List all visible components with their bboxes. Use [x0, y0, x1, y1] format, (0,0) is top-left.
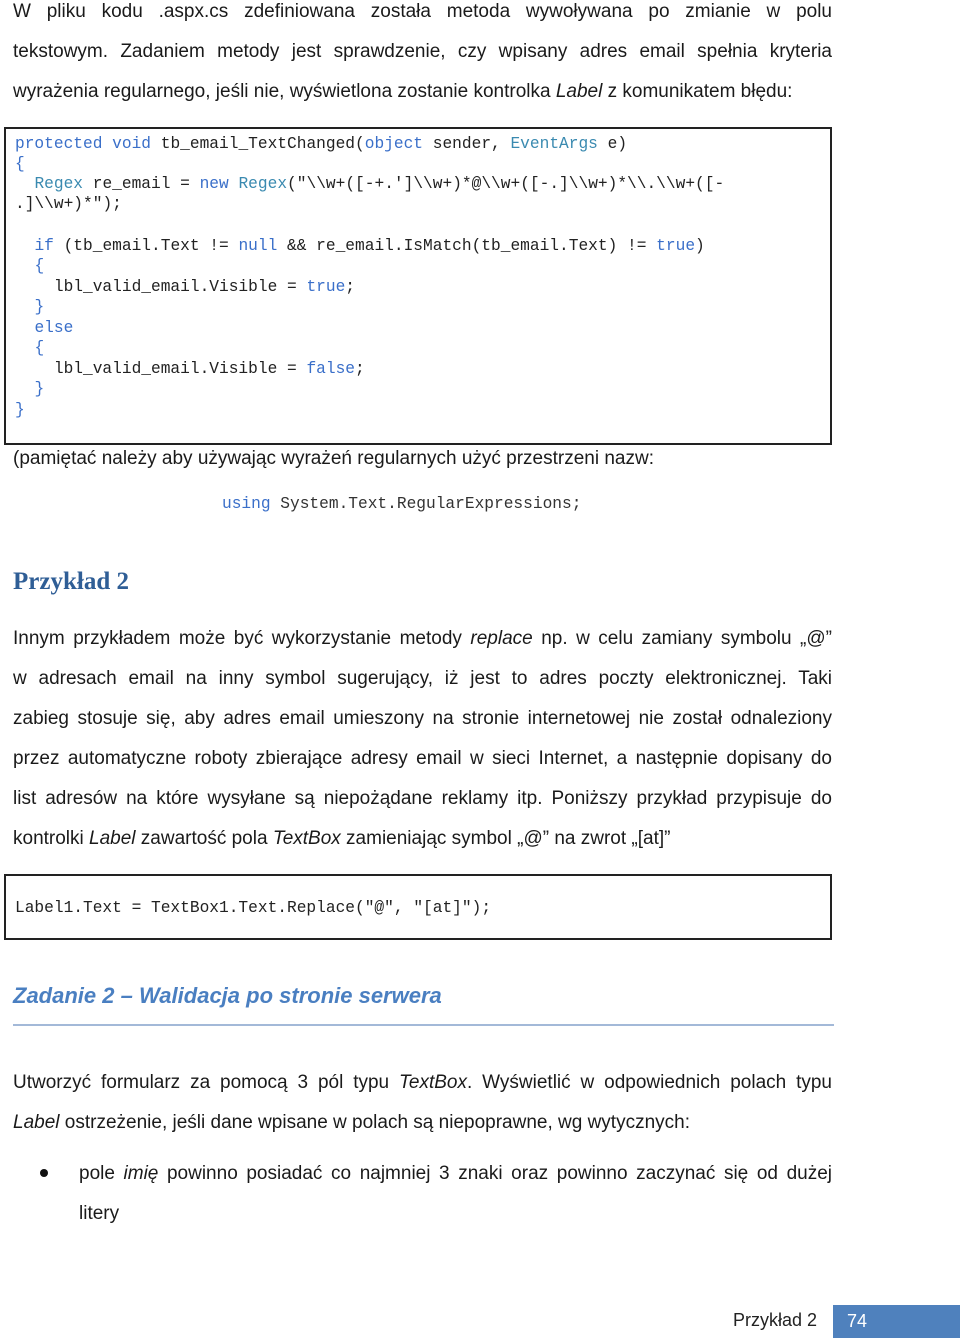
intro-paragraph	[13, 0, 832, 112]
code-line-visible-true: lbl_valid_email.Visible = true;	[53, 278, 356, 296]
code-line-brace-open: {	[15, 155, 25, 173]
code-line-if-close: }	[34, 298, 45, 316]
footer-page-number: 74	[833, 1305, 960, 1338]
code-line-regex-cont: .]\\w+)*");	[15, 195, 122, 213]
bullet-icon	[40, 1169, 48, 1177]
example2-paragraph	[13, 619, 832, 859]
code-line-if: if (tb_email.Text != null && re_email.IsMatch(tb_email.Text) != true)	[34, 237, 705, 255]
intro-line-3: wyrażenia regularnego, jeśli nie, wyświetlona zostanie kontrolka Label z komunikatem błędu:	[13, 81, 793, 102]
code-block-replace	[4, 874, 832, 940]
task2-line-2: Label ostrzeżenie, jeśli dane wpisane w polach są niepoprawne, wg wytycznych:	[13, 1112, 690, 1133]
task2-bullet	[79, 1154, 832, 1234]
namespace-note: (pamiętać należy aby używając wyrażeń regularnych użyć przestrzeni nazw:	[13, 448, 654, 469]
heading-example-2: Przykład 2	[13, 568, 129, 595]
using-statement: using System.Text.RegularExpressions;	[222, 495, 582, 513]
example2-line-6: kontrolki Label zawartość pola TextBox zamieniając symbol „@” na zwrot „[at]”	[13, 828, 671, 849]
code-line-regex-decl: Regex re_email = new Regex("\\w+([-+.']\\w+)*@\\w+([-.]\\w+)*\\.\\w+([-	[34, 175, 725, 193]
task2-line-1: Utworzyć formularz za pomocą 3 pól typu TextBox. Wyświetlić w odpowiednich polach typu	[13, 1072, 832, 1093]
code-line-replace: Label1.Text = TextBox1.Text.Replace("@", "[at]");	[15, 899, 492, 917]
code-line-visible-false: lbl_valid_email.Visible = false;	[53, 360, 365, 378]
code-line-else-close: }	[34, 380, 45, 398]
heading-rule	[13, 1024, 834, 1026]
code-line-brace-close: }	[15, 401, 25, 419]
task2-paragraph	[13, 1063, 832, 1143]
intro-line-2: tekstowym. Zadaniem metody jest sprawdzenie, czy wpisany adres email spełnia kryteria	[13, 41, 832, 62]
example2-line-4: przez automatyczne roboty zbierające adresy email w sieci Internet, a następnie dopisany do	[13, 748, 832, 769]
bullet-line-1: pole imię powinno posiadać co najmniej 3 znaki oraz powinno zaczynać się od dużej	[79, 1163, 832, 1184]
footer-section-label: Przykład 2	[732, 1310, 817, 1330]
code-line-signature: protected void tb_email_TextChanged(object sender, EventArgs e)	[15, 135, 628, 153]
example2-line-1: Innym przykładem może być wykorzystanie metody replace np. w celu zamiany symbolu „@”	[13, 628, 832, 649]
heading-task-2: Zadanie 2 – Walidacja po stronie serwera	[13, 983, 442, 1008]
bullet-line-2: litery	[79, 1203, 120, 1224]
code-block-textchanged	[4, 127, 832, 445]
code-line-if-open: {	[34, 257, 45, 275]
example2-line-3: zabieg stosuje się, aby adres email umieszony na stronie internetowej nie został odnaleziony	[13, 708, 832, 729]
example2-line-5: list adresów na które wysyłane są niepożądane reklamy itp. Poniższy przykład przypisuje do	[13, 788, 832, 809]
example2-line-2: w adresach email na inny symbol sugerujący, iż jest to adres poczty elektronicznej. Taki	[13, 668, 832, 689]
intro-line-1: W pliku kodu .aspx.cs zdefiniowana została metoda wywoływana po zmianie w polu	[13, 1, 832, 22]
code-line-else-open: {	[34, 339, 45, 357]
code-line-else: else	[34, 319, 74, 337]
